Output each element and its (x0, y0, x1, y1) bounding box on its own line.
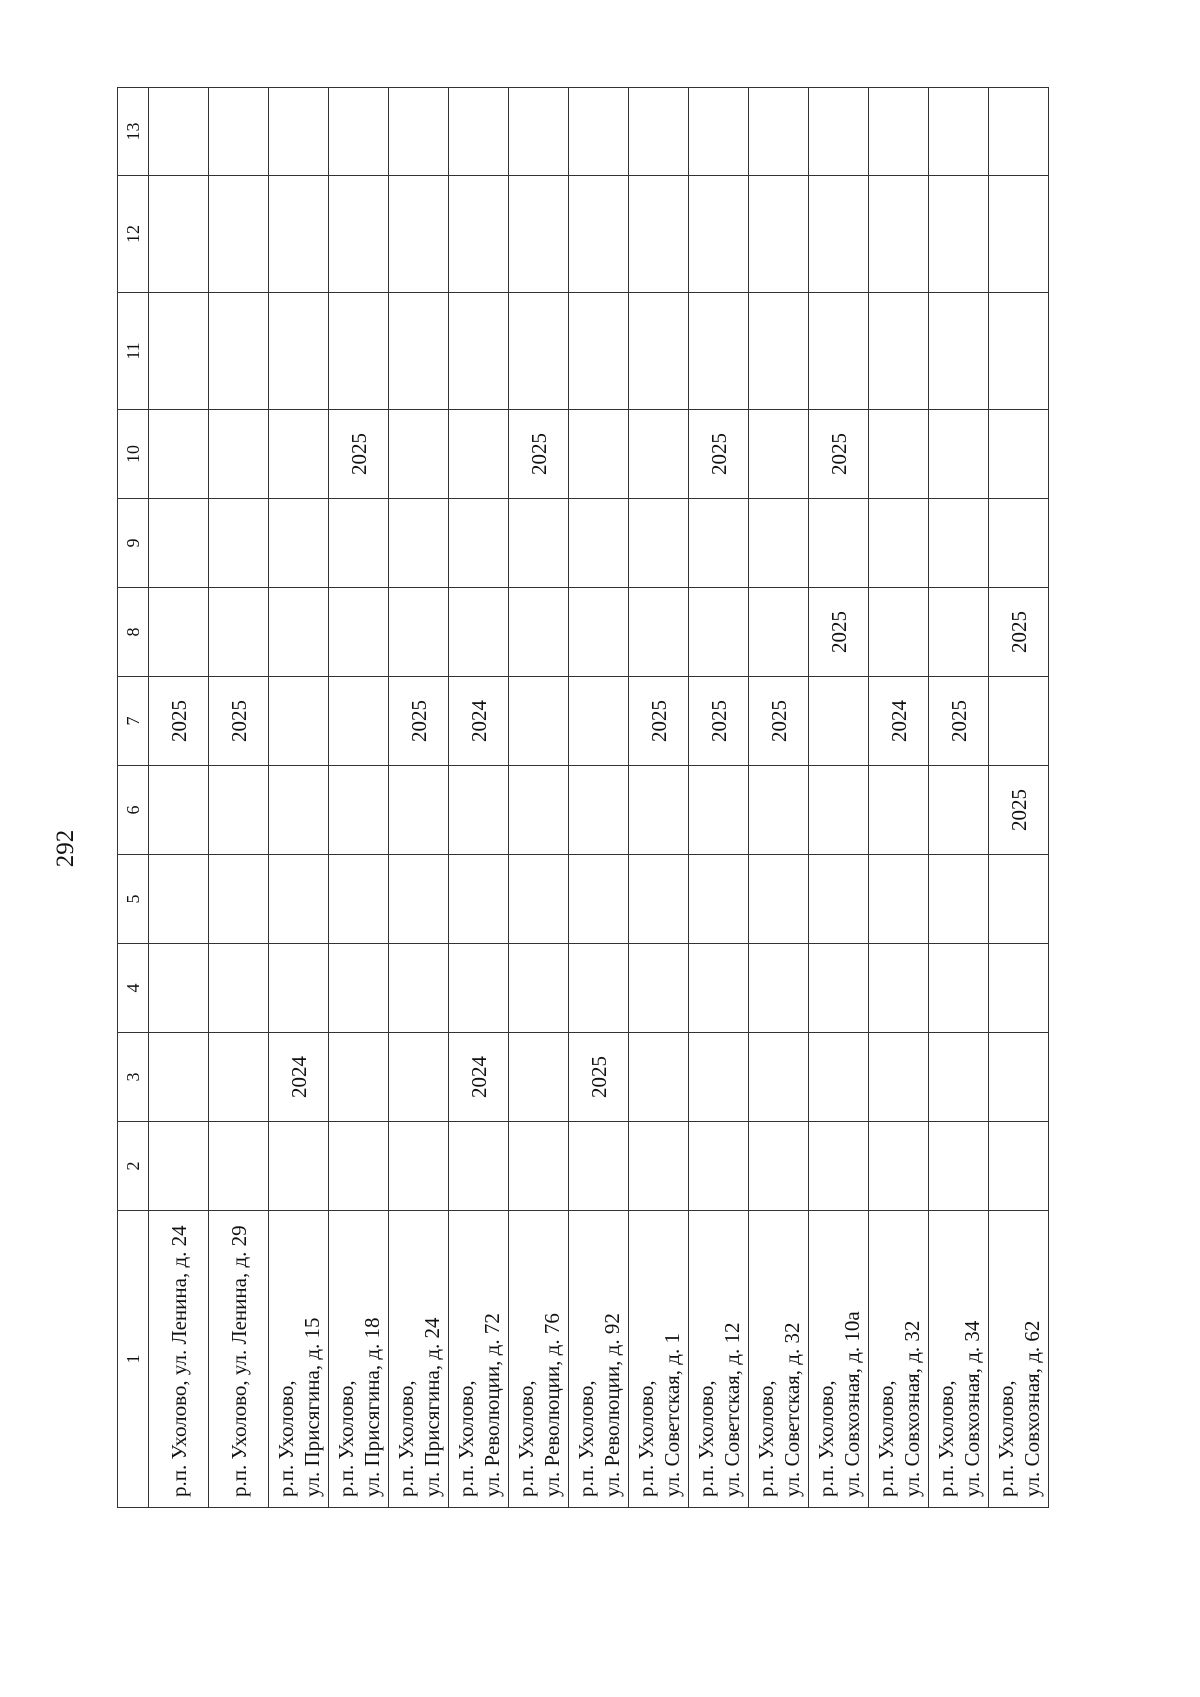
address-cell: р.п. Ухолово, ул. Советская, д. 1 (629, 1211, 689, 1508)
year-cell-col-9 (329, 499, 389, 588)
year-cell-col-10 (449, 410, 509, 499)
year-cell-col-9 (449, 499, 509, 588)
year-cell-col-3 (689, 1033, 749, 1122)
year-cell-col-5 (809, 855, 869, 944)
address-cell: р.п. Ухолово, ул. Совхозная, д. 62 (989, 1211, 1049, 1508)
year-cell-col-9 (689, 499, 749, 588)
table-row (989, 88, 1049, 1508)
year-cell-col-6 (689, 766, 749, 855)
year-cell-col-10 (929, 410, 989, 499)
year-cell-col-9 (869, 499, 929, 588)
year-cell-col-2 (929, 1122, 989, 1211)
year-cell-col-9 (209, 499, 269, 588)
year-cell-col-10 (869, 410, 929, 499)
year-cell-col-5 (509, 855, 569, 944)
year-cell-col-2 (629, 1122, 689, 1211)
year-cell-col-5 (149, 855, 209, 944)
year-cell-col-2 (269, 1122, 329, 1211)
year-cell-col-10 (269, 410, 329, 499)
year-cell-col-7: 2025 (629, 677, 689, 766)
year-cell-col-13 (869, 88, 929, 176)
column-header-2: 2 (118, 1122, 149, 1211)
year-cell-col-4 (209, 944, 269, 1033)
year-cell-col-5 (689, 855, 749, 944)
year-cell-col-5 (209, 855, 269, 944)
year-cell-col-8 (629, 588, 689, 677)
page-number: 292 (52, 829, 79, 868)
column-header-8: 8 (118, 588, 149, 677)
year-cell-col-9 (929, 499, 989, 588)
table-row (269, 88, 329, 1508)
year-cell-col-6: 2025 (989, 766, 1049, 855)
column-header-1: 1 (118, 1211, 149, 1508)
address-cell: р.п. Ухолово, ул. Совхозная, д. 32 (869, 1211, 929, 1508)
table-row (629, 88, 689, 1508)
year-cell-col-3 (809, 1033, 869, 1122)
address-cell: р.п. Ухолово, ул. Революции, д. 72 (449, 1211, 509, 1508)
table-row (329, 88, 389, 1508)
year-cell-col-10 (749, 410, 809, 499)
year-cell-col-8 (209, 588, 269, 677)
year-cell-col-9 (269, 499, 329, 588)
year-cell-col-9 (809, 499, 869, 588)
year-cell-col-10 (989, 410, 1049, 499)
column-header-13: 13 (118, 88, 149, 176)
year-cell-col-5 (269, 855, 329, 944)
year-cell-col-12 (269, 176, 329, 293)
address-cell: р.п. Ухолово, ул. Присягина, д. 18 (329, 1211, 389, 1508)
year-cell-col-5 (869, 855, 929, 944)
year-cell-col-7 (329, 677, 389, 766)
year-cell-col-11 (209, 293, 269, 410)
year-cell-col-5 (749, 855, 809, 944)
year-cell-col-3 (389, 1033, 449, 1122)
year-cell-col-13 (689, 88, 749, 176)
year-cell-col-11 (329, 293, 389, 410)
year-cell-col-7: 2025 (209, 677, 269, 766)
year-cell-col-4 (269, 944, 329, 1033)
year-cell-col-4 (569, 944, 629, 1033)
year-cell-col-5 (389, 855, 449, 944)
year-cell-col-12 (569, 176, 629, 293)
year-cell-col-3 (869, 1033, 929, 1122)
year-cell-col-13 (809, 88, 869, 176)
table-row (689, 88, 749, 1508)
year-cell-col-10 (389, 410, 449, 499)
year-cell-col-13 (209, 88, 269, 176)
year-cell-col-12 (449, 176, 509, 293)
column-header-3: 3 (118, 1033, 149, 1122)
year-cell-col-6 (569, 766, 629, 855)
year-cell-col-10 (629, 410, 689, 499)
year-cell-col-13 (989, 88, 1049, 176)
year-cell-col-6 (809, 766, 869, 855)
table-row (569, 88, 629, 1508)
year-cell-col-2 (989, 1122, 1049, 1211)
address-cell: р.п. Ухолово, ул. Ленина, д. 29 (209, 1211, 269, 1508)
year-cell-col-12 (329, 176, 389, 293)
year-cell-col-13 (269, 88, 329, 176)
year-cell-col-7: 2024 (869, 677, 929, 766)
year-cell-col-10 (569, 410, 629, 499)
year-cell-col-9 (509, 499, 569, 588)
year-cell-col-4 (449, 944, 509, 1033)
year-cell-col-3 (509, 1033, 569, 1122)
year-cell-col-2 (449, 1122, 509, 1211)
address-cell: р.п. Ухолово, ул. Советская, д. 32 (749, 1211, 809, 1508)
year-cell-col-10: 2025 (689, 410, 749, 499)
year-cell-col-11 (149, 293, 209, 410)
column-header-4: 4 (118, 944, 149, 1033)
year-cell-col-2 (209, 1122, 269, 1211)
year-cell-col-7 (989, 677, 1049, 766)
year-cell-col-11 (689, 293, 749, 410)
table-row (749, 88, 809, 1508)
year-cell-col-10: 2025 (509, 410, 569, 499)
year-cell-col-12 (689, 176, 749, 293)
year-cell-col-12 (389, 176, 449, 293)
year-cell-col-8 (449, 588, 509, 677)
year-cell-col-6 (449, 766, 509, 855)
table-row (869, 88, 929, 1508)
year-cell-col-6 (749, 766, 809, 855)
year-cell-col-6 (209, 766, 269, 855)
year-cell-col-9 (389, 499, 449, 588)
year-cell-col-13 (149, 88, 209, 176)
year-cell-col-3 (629, 1033, 689, 1122)
address-cell: р.п. Ухолово, ул. Советская, д. 12 (689, 1211, 749, 1508)
year-cell-col-4 (749, 944, 809, 1033)
address-cell: р.п. Ухолово, ул. Революции, д. 92 (569, 1211, 629, 1508)
year-cell-col-2 (569, 1122, 629, 1211)
year-cell-col-3 (149, 1033, 209, 1122)
address-cell: р.п. Ухолово, ул. Революции, д. 76 (509, 1211, 569, 1508)
year-cell-col-5 (569, 855, 629, 944)
year-cell-col-4 (509, 944, 569, 1033)
address-cell: р.п. Ухолово, ул. Присягина, д. 15 (269, 1211, 329, 1508)
year-cell-col-3 (209, 1033, 269, 1122)
table-row (509, 88, 569, 1508)
year-cell-col-8 (569, 588, 629, 677)
year-cell-col-2 (689, 1122, 749, 1211)
year-cell-col-3 (329, 1033, 389, 1122)
year-cell-col-7: 2025 (689, 677, 749, 766)
year-cell-col-13 (749, 88, 809, 176)
year-cell-col-6 (389, 766, 449, 855)
year-cell-col-8: 2025 (809, 588, 869, 677)
year-cell-col-12 (869, 176, 929, 293)
year-cell-col-12 (149, 176, 209, 293)
year-cell-col-11 (569, 293, 629, 410)
year-cell-col-8 (509, 588, 569, 677)
year-cell-col-9 (569, 499, 629, 588)
year-cell-col-13 (329, 88, 389, 176)
year-cell-col-2 (509, 1122, 569, 1211)
year-cell-col-13 (929, 88, 989, 176)
year-cell-col-13 (629, 88, 689, 176)
year-cell-col-8 (749, 588, 809, 677)
year-cell-col-6 (929, 766, 989, 855)
column-header-5: 5 (118, 855, 149, 944)
year-cell-col-2 (149, 1122, 209, 1211)
year-cell-col-4 (629, 944, 689, 1033)
year-cell-col-5 (329, 855, 389, 944)
year-cell-col-11 (509, 293, 569, 410)
year-cell-col-3: 2024 (269, 1033, 329, 1122)
year-cell-col-4 (869, 944, 929, 1033)
table-row (149, 88, 209, 1508)
year-cell-col-8 (389, 588, 449, 677)
year-cell-col-11 (989, 293, 1049, 410)
year-cell-col-12 (629, 176, 689, 293)
year-cell-col-4 (929, 944, 989, 1033)
table-header-row (118, 88, 149, 1508)
year-cell-col-7 (569, 677, 629, 766)
year-cell-col-3: 2024 (449, 1033, 509, 1122)
year-cell-col-9 (989, 499, 1049, 588)
year-cell-col-13 (509, 88, 569, 176)
table-row (929, 88, 989, 1508)
year-cell-col-8: 2025 (989, 588, 1049, 677)
table-row (449, 88, 509, 1508)
year-cell-col-3 (749, 1033, 809, 1122)
year-cell-col-11 (389, 293, 449, 410)
year-cell-col-2 (869, 1122, 929, 1211)
column-header-9: 9 (118, 499, 149, 588)
schedule-table (117, 87, 1049, 1508)
address-cell: р.п. Ухолово, ул. Ленина, д. 24 (149, 1211, 209, 1508)
column-header-12: 12 (118, 176, 149, 293)
year-cell-col-3 (989, 1033, 1049, 1122)
year-cell-col-7: 2025 (929, 677, 989, 766)
address-cell: р.п. Ухолово, ул. Совхозная, д. 10а (809, 1211, 869, 1508)
year-cell-col-5 (629, 855, 689, 944)
year-cell-col-12 (989, 176, 1049, 293)
year-cell-col-13 (449, 88, 509, 176)
year-cell-col-13 (389, 88, 449, 176)
year-cell-col-10 (149, 410, 209, 499)
year-cell-col-4 (149, 944, 209, 1033)
year-cell-col-6 (149, 766, 209, 855)
year-cell-col-12 (929, 176, 989, 293)
year-cell-col-8 (269, 588, 329, 677)
year-cell-col-8 (929, 588, 989, 677)
year-cell-col-11 (629, 293, 689, 410)
year-cell-col-11 (929, 293, 989, 410)
column-header-10: 10 (118, 410, 149, 499)
year-cell-col-2 (749, 1122, 809, 1211)
year-cell-col-13 (569, 88, 629, 176)
year-cell-col-8 (869, 588, 929, 677)
year-cell-col-10: 2025 (809, 410, 869, 499)
year-cell-col-7: 2025 (149, 677, 209, 766)
year-cell-col-6 (869, 766, 929, 855)
year-cell-col-9 (629, 499, 689, 588)
year-cell-col-4 (389, 944, 449, 1033)
year-cell-col-3 (929, 1033, 989, 1122)
year-cell-col-11 (269, 293, 329, 410)
year-cell-col-2 (329, 1122, 389, 1211)
year-cell-col-4 (809, 944, 869, 1033)
year-cell-col-10 (209, 410, 269, 499)
address-cell: р.п. Ухолово, ул. Совхозная, д. 34 (929, 1211, 989, 1508)
year-cell-col-7: 2025 (389, 677, 449, 766)
year-cell-col-4 (329, 944, 389, 1033)
year-cell-col-2 (809, 1122, 869, 1211)
year-cell-col-11 (809, 293, 869, 410)
year-cell-col-9 (749, 499, 809, 588)
year-cell-col-8 (329, 588, 389, 677)
year-cell-col-7 (269, 677, 329, 766)
year-cell-col-5 (989, 855, 1049, 944)
year-cell-col-2 (389, 1122, 449, 1211)
year-cell-col-11 (449, 293, 509, 410)
year-cell-col-8 (149, 588, 209, 677)
year-cell-col-12 (809, 176, 869, 293)
year-cell-col-4 (689, 944, 749, 1033)
column-header-11: 11 (118, 293, 149, 410)
year-cell-col-4 (989, 944, 1049, 1033)
table-row (389, 88, 449, 1508)
column-header-6: 6 (118, 766, 149, 855)
year-cell-col-7 (509, 677, 569, 766)
year-cell-col-3: 2025 (569, 1033, 629, 1122)
year-cell-col-6 (329, 766, 389, 855)
year-cell-col-7: 2025 (749, 677, 809, 766)
year-cell-col-6 (509, 766, 569, 855)
year-cell-col-6 (629, 766, 689, 855)
table-body (149, 88, 1049, 1508)
table-row (209, 88, 269, 1508)
table-row (809, 88, 869, 1508)
year-cell-col-6 (269, 766, 329, 855)
address-cell: р.п. Ухолово, ул. Присягина, д. 24 (389, 1211, 449, 1508)
year-cell-col-8 (689, 588, 749, 677)
year-cell-col-12 (749, 176, 809, 293)
year-cell-col-12 (509, 176, 569, 293)
year-cell-col-5 (929, 855, 989, 944)
year-cell-col-5 (449, 855, 509, 944)
year-cell-col-12 (209, 176, 269, 293)
year-cell-col-7: 2024 (449, 677, 509, 766)
year-cell-col-11 (869, 293, 929, 410)
year-cell-col-7 (809, 677, 869, 766)
year-cell-col-9 (149, 499, 209, 588)
column-header-7: 7 (118, 677, 149, 766)
year-cell-col-11 (749, 293, 809, 410)
year-cell-col-10: 2025 (329, 410, 389, 499)
